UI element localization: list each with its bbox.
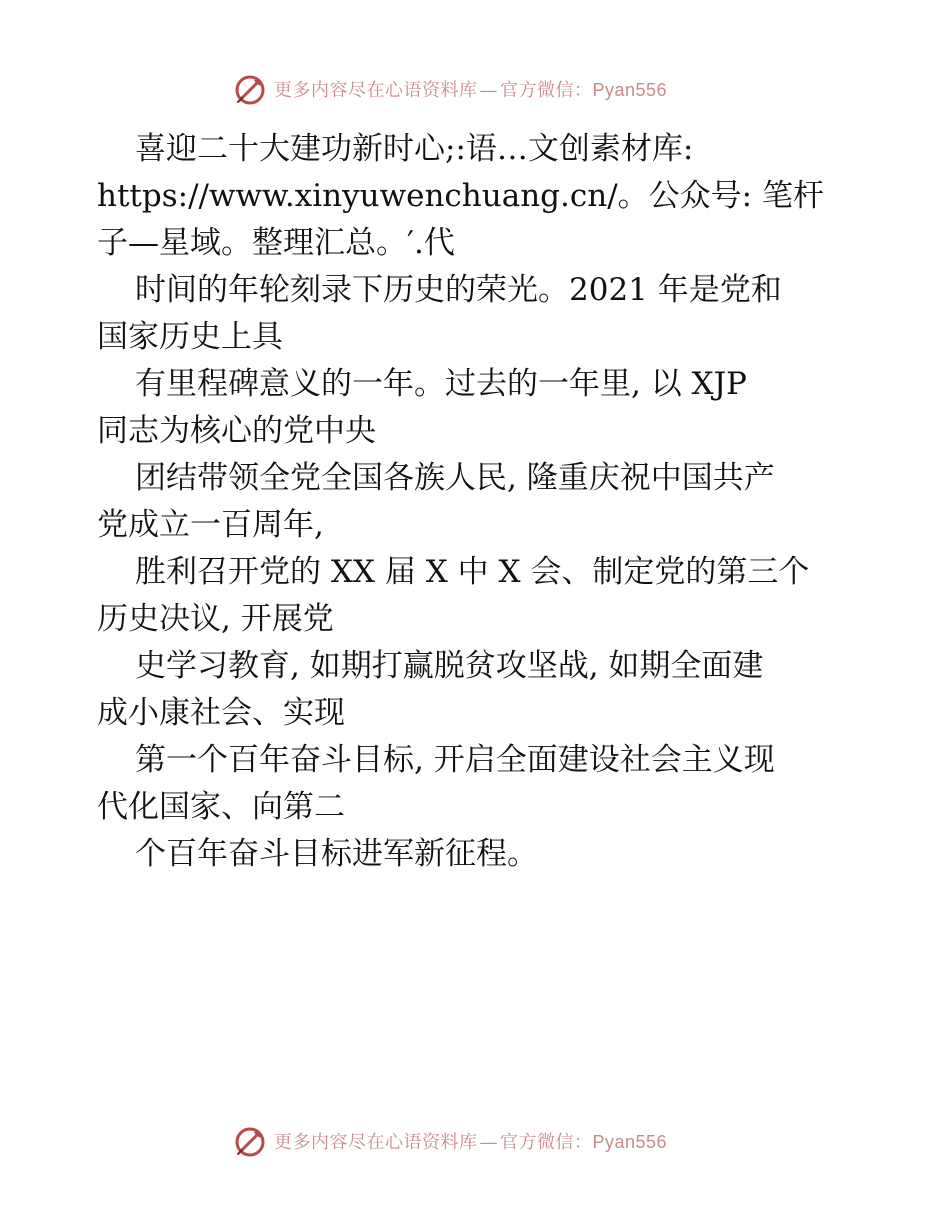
header-watermark [232,70,667,110]
text-line: 团结带领全党全国各族人民, 隆重庆祝中国共产 [135,460,775,496]
text-line: 史学习教育, 如期打赢脱贫攻坚战, 如期全面建 [135,648,764,684]
document-body [97,126,857,878]
footer-watermark [232,1122,667,1162]
watermark-text: 更多内容尽在心语资料库 — 官方微信：Pyan556 [274,79,668,101]
text-line: 党成立一百周年, [97,507,324,543]
text-line: 成小康社会、实现 [97,695,345,731]
text-line: 国家历史上具 [97,319,283,355]
text-line: 第一个百年奋斗目标, 开启全面建设社会主义现 [135,742,775,778]
text-line: 胜利召开党的 XX 届 X 中 X 会、制定党的第三个 [135,554,810,590]
text-line: 同志为核心的党中央 [97,413,376,449]
watermark-text: 更多内容尽在心语资料库 — 官方微信：Pyan556 [274,1131,668,1153]
text-line: 喜迎二十大建功新时心;:语…文创素材库: [135,131,694,167]
quill-seal-icon [232,72,268,108]
text-line: 子—星域。整理汇总。′.代 [97,225,455,261]
text-line: 有里程碑意义的一年。过去的一年里, 以 XJP [135,366,747,402]
quill-seal-icon [232,1124,268,1160]
text-line: https://www.xinyuwenchuang.cn/。公众号: 笔杆 [97,178,824,214]
text-line: 历史决议, 开展党 [97,601,334,637]
text-line: 时间的年轮刻录下历史的荣光。2021 年是党和 [135,272,782,308]
text-line: 个百年奋斗目标进军新征程。 [135,836,538,872]
text-line: 代化国家、向第二 [97,789,345,825]
